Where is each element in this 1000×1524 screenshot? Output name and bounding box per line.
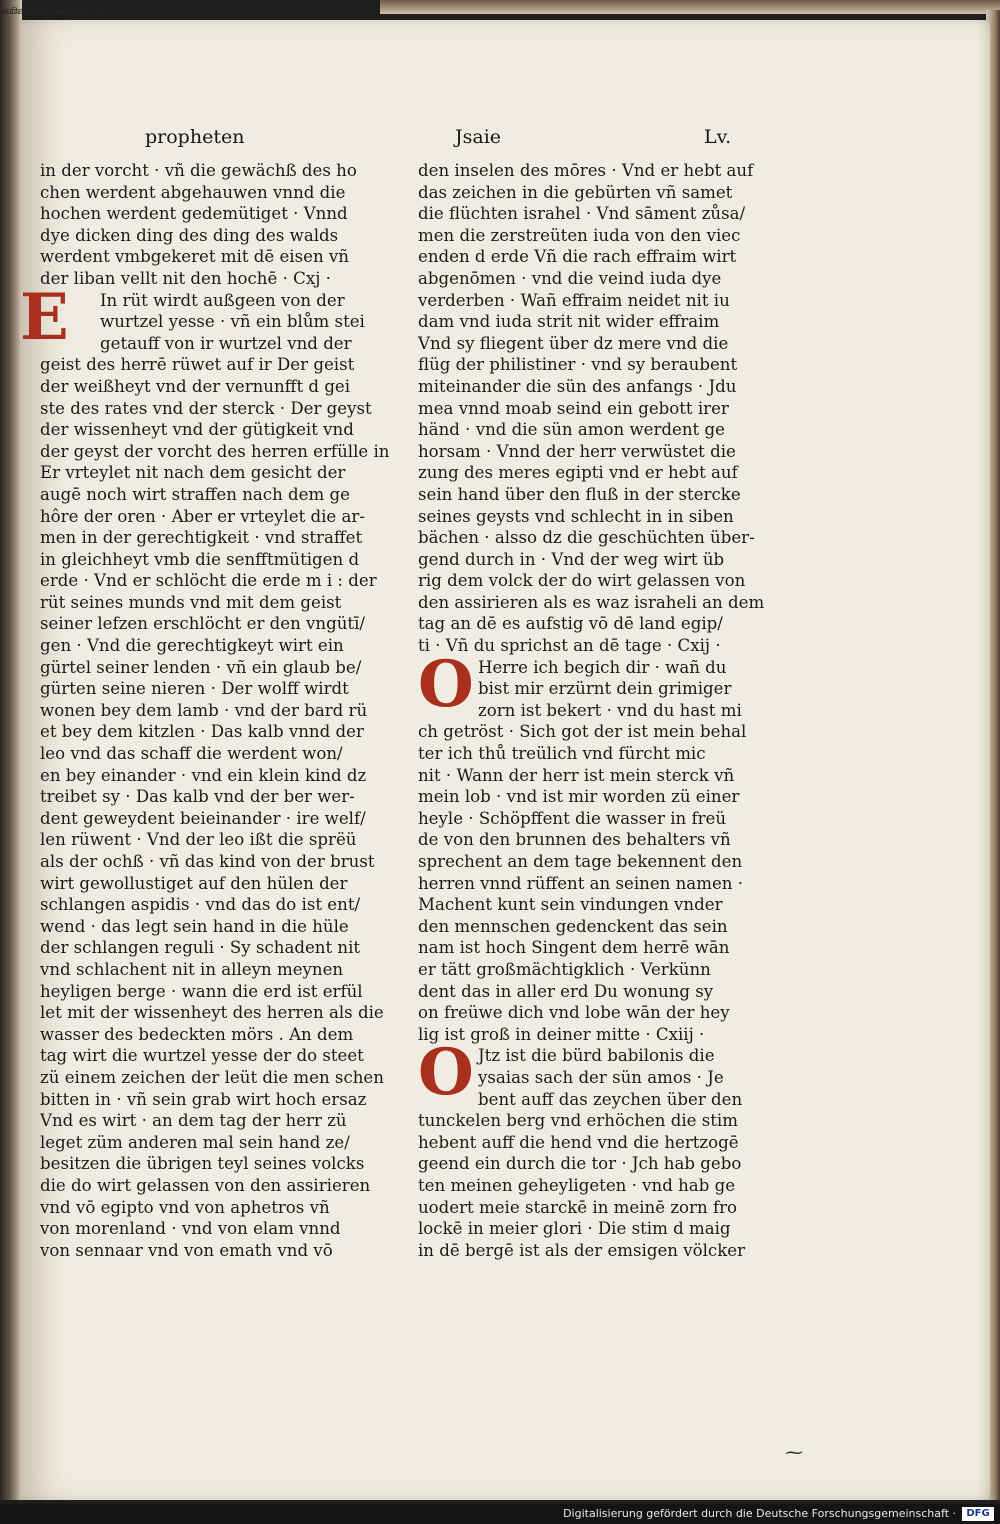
text-line: miteinander die sün des anfangs · Jdu (418, 376, 737, 396)
text-line: heyle · Schöpffent die wasser in freü (418, 808, 727, 828)
text-line: bächen · alsso dz die geschüchten über- (418, 528, 755, 548)
footer-credit: Digitalisierung gefördert durch die Deutsche Forschungsgemeinschaft · (563, 1507, 956, 1520)
text-line: heyligen berge · wann die erd ist erfül (40, 981, 363, 1001)
text-line: Er vrteylet nit nach dem gesicht der (40, 463, 346, 483)
book-left-edge (0, 0, 104, 1500)
text-line: horsam · Vnnd der herr verwüstet die (418, 441, 736, 461)
text-line: wirt gewollustiget auf den hülen der (40, 873, 348, 893)
text-line: tag wirt die wurtzel yesse der do steet (40, 1046, 364, 1066)
text-line: dent das in aller erd Du wonung sy (418, 981, 714, 1001)
text-line: in der vorcht · vñ die gewächß des ho (40, 161, 357, 180)
text-line: et bey dem kitzlen · Das kalb vnnd der (40, 722, 364, 742)
text-line: wurtzel yesse · vñ ein blům stei (100, 312, 365, 332)
text-line: rüt seines munds vnd mit dem geist (40, 592, 342, 612)
text-line: der wissenheyt vnd der gütigkeit vnd (40, 420, 354, 440)
text-line: verderben · Wañ effraim neidet nit iu (418, 290, 730, 310)
decorated-initial: O (418, 646, 474, 722)
text-line: der geyst der vorcht des herren erfülle in (40, 441, 390, 461)
text-line: händ · vnd die sün amon werdent ge (418, 420, 725, 440)
text-line: wend · das legt sein hand in die hüle (40, 916, 349, 936)
text-line: der liban vellt nit den hochē · Cxj · (40, 268, 331, 288)
text-line: wasser des bedeckten mörs . An dem (40, 1024, 354, 1044)
text-line: abgenōmen · vnd die veind iuda dye (418, 268, 722, 288)
text-line: tag an dē es aufstig vō dē land egip/ (418, 614, 723, 634)
text-line: von sennaar vnd von emath vnd vō (40, 1240, 333, 1260)
text-line: sprechent an dem tage bekennent den (418, 852, 743, 871)
text-line: die flüchten israhel · Vnd sāment zůsa/ (418, 204, 746, 224)
text-line: flüg der philistiner · vnd sy beraubent (418, 355, 738, 375)
right-text-column (418, 160, 768, 1261)
text-line: dam vnd iuda strit nit wider effraim (418, 312, 720, 332)
text-line: rig dem volck der do wirt gelassen von (418, 571, 746, 591)
adjacent-page-fragment (2, 0, 104, 1500)
text-line: en bey einander · vnd ein klein kind dz (40, 765, 367, 785)
text-line: nam ist hoch Singent dem herrē wān (418, 938, 730, 958)
text-line: hochen werdent gedemütiget · Vnnd (40, 204, 348, 224)
text-line: dye dicken ding des ding des walds (40, 225, 339, 245)
text-line: uodert meie starckē in meinē zorn fro (418, 1197, 738, 1217)
ink-smudge: ⁓ (785, 1442, 803, 1463)
text-line: vnd vō egipto vnd von aphetros vñ (40, 1197, 330, 1217)
text-line: let mit der wissenheyt des herren als die (40, 1003, 384, 1023)
text-line: die do wirt gelassen von den assirieren (40, 1175, 371, 1195)
text-line: in gleichheyt vmb die senfftmütigen d (40, 549, 360, 569)
text-line: zung des meres egipti vnd er hebt auf (418, 463, 738, 483)
text-line: mea vnnd moab seind ein gebott irer (418, 398, 729, 418)
text-line: ti · Vñ du sprichst an dē tage · Cxij · (418, 636, 721, 656)
running-head-title: Jsaie (455, 126, 502, 148)
text-line: herren vnnd rüffent an seinen namen · (418, 873, 743, 893)
text-line: seines geysts vnd schlecht in in siben (418, 506, 734, 526)
text-line: getauff von ir wurtzel vnd der (100, 333, 352, 353)
text-line: schlangen aspidis · vnd das do ist ent/ (40, 895, 361, 915)
text-line: on freüwe dich vnd lobe wān der hey (418, 1003, 730, 1023)
text-line: den mennschen gedenckent das sein (418, 916, 728, 936)
text-line: sein hand über den fluß in der stercke (418, 484, 741, 504)
text-line: leo vnd das schaff die werdent won/ (40, 744, 343, 764)
text-line: geist des herrē rüwet auf ir Der geist (40, 355, 355, 375)
text-line: augē noch wirt straffen nach dem ge (40, 484, 350, 504)
text-line: len rüwent · Vnd der leo ißt die sprëü (40, 830, 357, 850)
text-line: bitten in · vñ sein grab wirt hoch ersaz (40, 1089, 367, 1109)
text-line: den assirieren als es waz israheli an dem (418, 592, 765, 612)
text-line: das zeichen in die gebürten vñ samet (418, 182, 733, 202)
text-line: nit · Wann der herr ist mein sterck vñ (418, 765, 735, 785)
text-line: erde · Vnd er schlöcht die erde m i : der (40, 571, 377, 591)
text-line: Machent kunt sein vindungen vnder (418, 895, 723, 915)
folio-number: Lv. (704, 126, 732, 148)
text-line: chen werdent abgehauwen vnnd die (40, 182, 346, 202)
text-line: hôre der oren · Aber er vrteylet die ar- (40, 506, 365, 526)
text-line: in dē bergē ist als der emsigen völcker (418, 1240, 746, 1260)
text-line: der weißheyt vnd der vernunfft d gei (40, 376, 351, 396)
text-line: Herre ich begich dir · wañ du O (418, 646, 727, 722)
running-head-left: propheten (145, 126, 245, 148)
text-line: men die zerstreüten iuda von den viec (418, 225, 741, 245)
text-line: In rüt wirdt außgeen von der E (20, 279, 345, 355)
text-line: gürtel seiner lenden · vñ ein glaub be/ (40, 657, 362, 677)
adjacent-page-letters: aufitenniglidei aufaſſergeboſ (2, 7, 104, 17)
text-line: ysaias sach der sün amos · Je (478, 1067, 724, 1087)
text-line: ste des rates vnd der sterck · Der geyst (40, 398, 372, 418)
text-line: Jtz ist die bürd babilonis die O (418, 1035, 715, 1111)
text-line: ch getröst · Sich got der ist mein behal (418, 722, 747, 742)
text-line: leget züm anderen mal sein hand ze/ (40, 1132, 350, 1152)
text-line: ter ich thů treülich vnd fürcht mic (418, 744, 706, 764)
footer-bar (0, 1504, 1000, 1524)
text-line: gürten seine nieren · Der wolff wirdt (40, 679, 349, 699)
decorated-initial: O (418, 1035, 474, 1111)
text-line: treibet sy · Das kalb vnd der ber wer- (40, 787, 355, 807)
text-line: der schlangen reguli · Sy schadent nit (40, 938, 361, 958)
text-line: geend ein durch die tor · Jch hab gebo (418, 1154, 742, 1174)
text-line: lockē in meier glori · Die stim d maig (418, 1219, 731, 1239)
text-line: bist mir erzürnt dein grimiger (478, 679, 732, 699)
text-line: seiner lefzen erschlöcht er den vngütī/ (40, 614, 365, 634)
text-line: besitzen die übrigen teyl seines volcks (40, 1154, 365, 1174)
left-text-column (20, 160, 390, 1261)
book-top-edge (380, 0, 1000, 14)
text-line: Vnd sy fliegent über dz mere vnd die (418, 333, 729, 353)
text-line: werdent vmbgekeret mit dē eisen vñ (40, 247, 349, 267)
text-line: zü einem zeichen der leüt die men schen (40, 1067, 384, 1087)
text-line: lig ist groß in deiner mitte · Cxiij · (418, 1024, 705, 1044)
text-line: ten meinen geheyligeten · vnd hab ge (418, 1175, 736, 1195)
text-line: tunckelen berg vnd erhöchen die stim (418, 1111, 738, 1131)
text-line: men in der gerechtigkeit · vnd straffet (40, 528, 363, 548)
text-line: enden d erde Vñ die rach effraim wirt (418, 247, 737, 267)
text-line: zorn ist bekert · vnd du hast mi (478, 700, 742, 720)
text-line: er tätt großmächtigklich · Verkünn (418, 959, 711, 979)
decorated-initial: E (20, 279, 69, 355)
text-line: mein lob · vnd ist mir worden zü einer (418, 787, 740, 807)
text-line: hebent auff die hend vnd die hertzogē (418, 1132, 739, 1152)
text-line: dent geweydent beieinander · ire welf/ (40, 808, 366, 828)
text-line: von morenland · vnd von elam vnnd (40, 1219, 341, 1239)
text-line: den inselen des mōres · Vnd er hebt auf (418, 161, 754, 180)
text-line: vnd schlachent nit in alleyn meynen (40, 959, 344, 979)
text-line: gend durch in · Vnd der weg wirt üb (418, 549, 725, 569)
text-line: de von den brunnen des behalters vñ (418, 830, 731, 850)
text-line: bent auff das zeychen über den (478, 1089, 743, 1109)
text-line: Vnd es wirt · an dem tag der herr zü (40, 1111, 347, 1131)
dfg-logo: DFG (962, 1507, 994, 1521)
text-line: gen · Vnd die gerechtigkeyt wirt ein (40, 636, 344, 656)
text-line: als der ochß · vñ das kind von der brust (40, 852, 375, 871)
text-line: wonen bey dem lamb · vnd der bard rü (40, 700, 368, 720)
